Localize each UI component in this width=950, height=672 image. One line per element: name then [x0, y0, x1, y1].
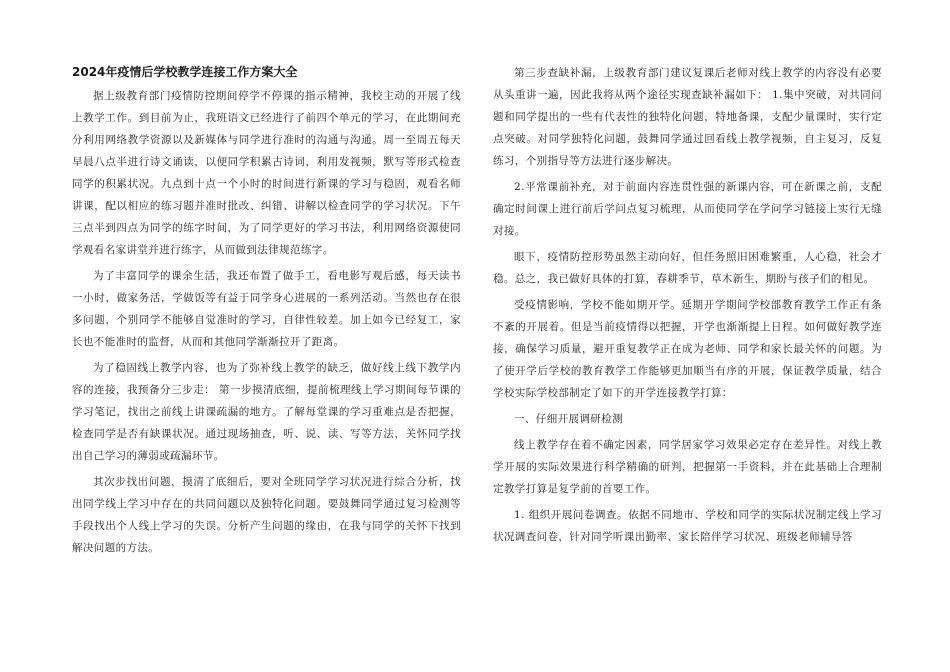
paragraph: 1. 组织开展问卷调查。依据不同地市、学校和同学的实际状况制定线上学习状况调查问卷，针对同学听课出勤率、家长陪伴学习状况、班级老师辅导答	[493, 509, 882, 543]
paragraph: 其次步找出问题，摸清了底细后，要对全班同学学习状况进行综合分析，找出同学线上学习中存在的共同问题以及独特化问题。要鼓舞同学通过复习检测等手段找出个人线上学习的失误。分析产生问题的缘由，在我与同学的关怀下找到解决问题的方法。	[72, 476, 461, 554]
right-column	[493, 62, 882, 662]
paragraph: 2.平常课前补充，对于前面内容连贯性强的新课内容，可在新课之前，支配确定时间课上进行前后学问点复习梳理，从而使同学在学问学习链接上实行无缝对接。	[493, 181, 882, 237]
paragraph: 据上级教育部门疫情防控期间停学不停课的指示精神，我校主动的开展了线上教学工作。到目前为止，我班语文已经进行了前四个单元的学习，在此期间充分利用网络教学资源以及新媒体与同学进行准时的沟通与沟通。周一至周五每天早晨八点半进行诗文诵读，以便同学积累古诗词，利用发视频，默写等形式检查同学的积累状况。九点到十点一个小时的时间进行新课的学习与稳固，观看名师讲课，配以相应的练习题并准时批改、纠错、讲解以检查同学的学习状况。下午三点半到四点为同学的练字时间，为了同学更好的学习书法，利用网络资源使同学观看名家讲堂并进行练字，从而做到法律规范练字。	[72, 90, 461, 256]
paragraph: 为了丰富同学的课余生活，我还布置了做手工，看电影写观后感，每天读书一小时，做家务活，学做饭等有益于同学身心进展的一系列活动。当然也存在很多问题，个别同学不能够自觉准时的学习，自律性较差。加上如今已经复工，家长也不能准时的监督，从而和其他同学渐渐拉开了距离。	[72, 270, 461, 348]
section-heading: 一、仔细开展调研检测	[514, 413, 623, 425]
paragraph: 受疫情影响，学校不能如期开学。延期开学期间学校部教育教学工作正有条不紊的开展着。但是当前疫情得以把握，开学也渐渐提上日程。如何做好教学连接，确保学习质量，避开重复教学正在成为老师、同学和家长最关怀的问题。为了使开学后学校的教育教学工作能够更加顺当有序的开展，保证教学质量，结合学校实际学校部制定了如下的开学连接教学打算：	[493, 299, 882, 399]
left-column	[72, 62, 461, 662]
paragraph: 第三步查缺补漏，上级教育部门建议复课后老师对线上教学的内容没有必要从头重讲一遍，因此我将从两个途径实现查缺补漏如下： 1.集中突破，对共同问题和同学提出的一些有代表性的独特化问题，特地备课，支配少量课时，实行定点突破。对同学独特化问题，鼓舞同学通过回看线上教学视频，自主复习，反复练习，个别指导等方法进行逐步解决。	[493, 67, 882, 167]
document-title: 2024年疫情后学校教学连接工作方案大全	[72, 65, 298, 79]
paragraph: 眼下，疫情防控形势虽然主动向好，但任务照旧困难繁重，人心稳，社会才稳。总之，我已做好具体的打算，春耕季节，草木新生，期盼与孩子们的相见。	[493, 251, 882, 285]
paragraph: 为了稳固线上教学内容，也为了弥补线上教学的缺乏，做好线上线下教学内容的连接，我预备分三步走： 第一步摸清底细，提前梳理线上学习期间每节课的学习笔记，找出之前线上讲课疏漏的地方。了解每堂课的学习重难点是否把握，检查同学是否有缺课状况。通过现场抽查，听、说、读、写等方法，关怀同学找出自己学习的薄弱或疏漏环节。	[72, 362, 461, 462]
paragraph: 线上教学存在着不确定因素，同学居家学习效果必定存在差异性。对线上教学开展的实际效果进行科学精确的研判，把握第一手资料，并在此基础上合理制定教学打算是复学前的首要工作。	[493, 439, 882, 495]
